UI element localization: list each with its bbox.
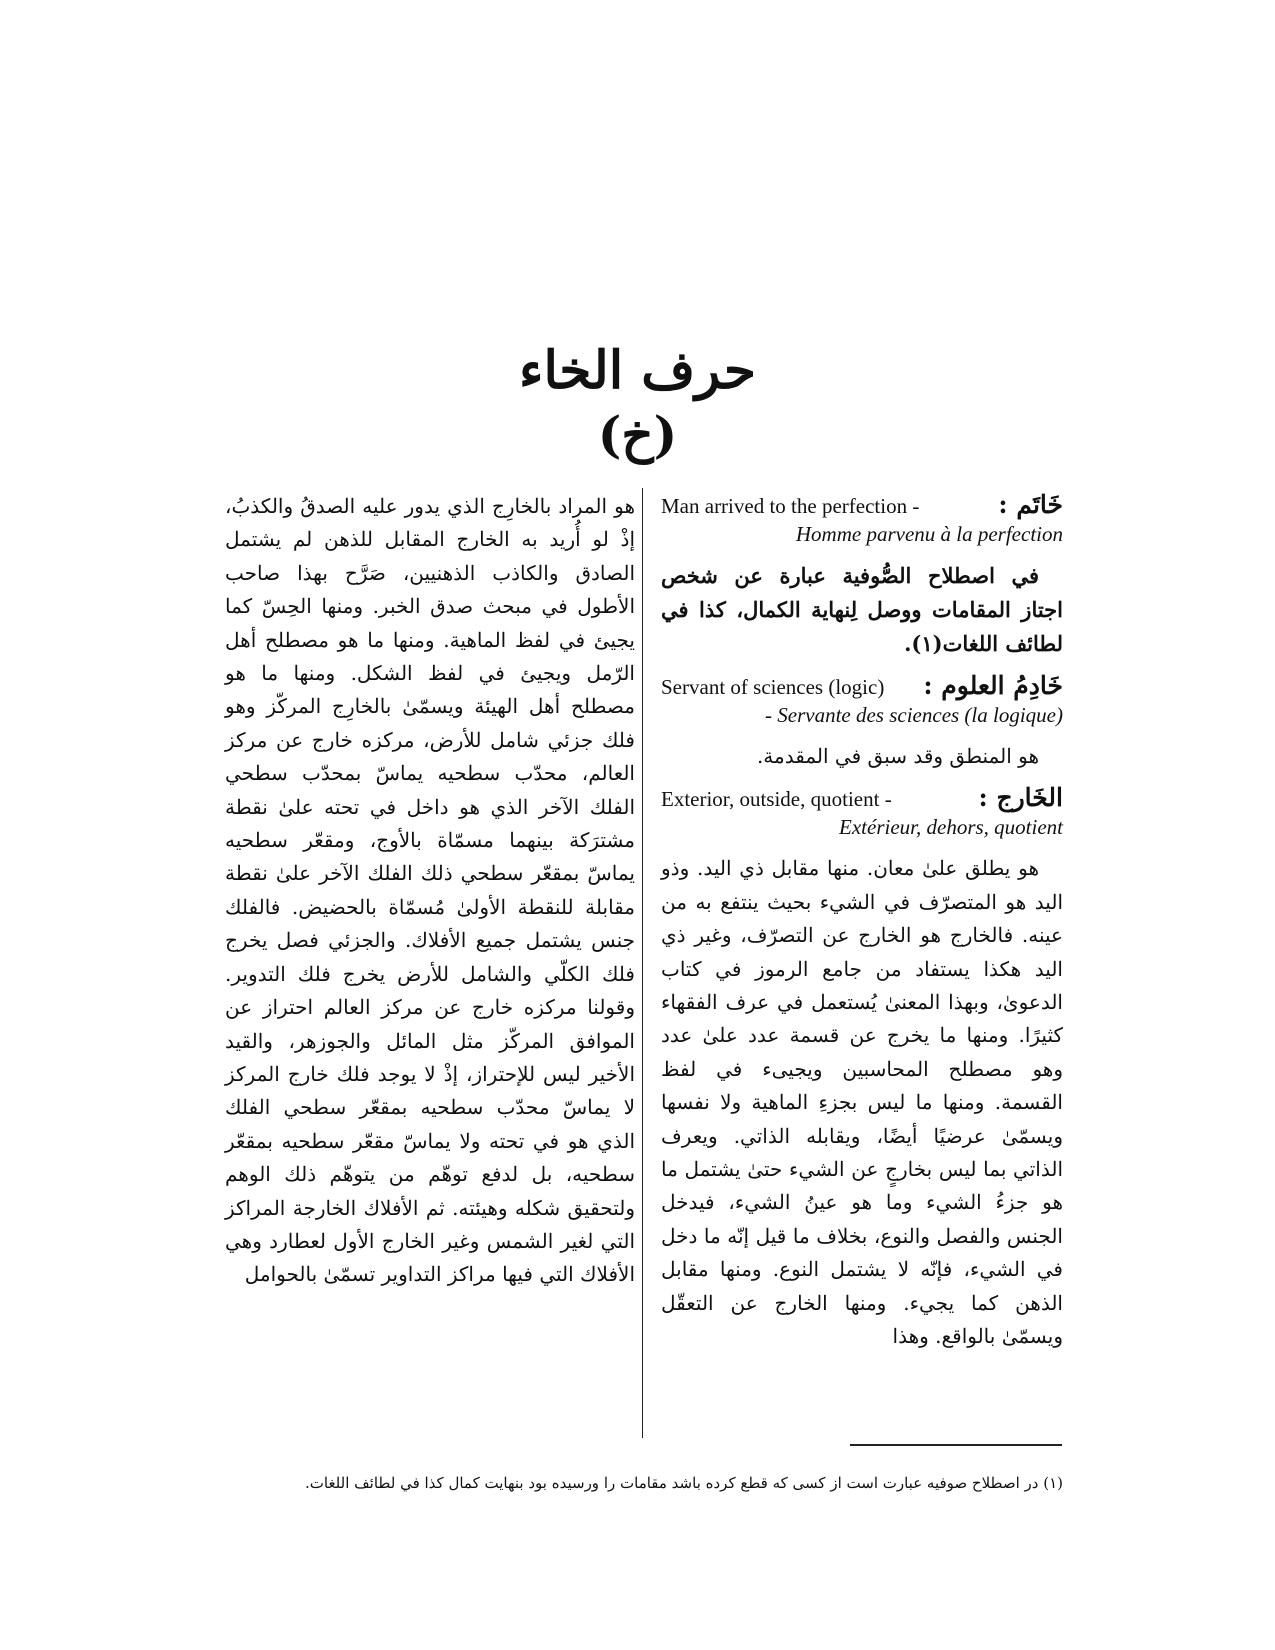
- headword-khadim: خَادِمُ العلوم :: [923, 671, 1063, 700]
- right-column: [661, 490, 1063, 1440]
- definition-khatam: في اصطلاح الصُّوفية عبارة عن شخص اجتاز المقامات ووصل لِنهاية الكمال، كذا في لطائف اللغات(١).: [661, 563, 1063, 656]
- english-gloss-kharij: Exterior, outside, quotient -: [661, 787, 892, 812]
- french-gloss-kharij: Extérieur, dehors, quotient: [839, 815, 1063, 840]
- headword-kharij: الخَارج :: [978, 783, 1063, 813]
- definition-khadim: هو المنطق وقد سبق في المقدمة.: [756, 744, 1039, 768]
- headword-khatam: خَاتَم :: [998, 490, 1063, 519]
- french-gloss-khatam: Homme parvenu à la perfection: [795, 522, 1063, 546]
- chapter-title: حرف الخاء: [519, 340, 756, 401]
- french-gloss-khadim: - Servante des sciences (la logique): [765, 703, 1063, 727]
- english-gloss-khatam: Man arrived to the perfection -: [661, 494, 920, 518]
- entry-head-kharij: [661, 783, 1063, 812]
- chapter-letter: (خ): [597, 405, 678, 464]
- english-gloss-khadim: Servant of sciences (logic): [661, 675, 885, 699]
- entry-head-khadim: [661, 671, 1063, 700]
- footnote: (١) در اصطلاح صوفيه عبارت است از كسى كه قطع كرده باشد مقامات را ورسيده بود بنهايت كمال كذا في لطائف اللغات.: [304, 1474, 1063, 1492]
- footnote-rule: [850, 1444, 1062, 1446]
- definition-kharij: هو يطلق علىٰ معان. منها مقابل ذي اليد. وذو اليد هو المتصرّف في الشيء بحيث ينتفع به من عينه. فالخارج هو الخارج عن التصرّف، وغير ذي اليد هكذا يستفاد من جامع الرموز في كتاب الدعوىٰ، وبهذا المعنىٰ يُستعمل في عرف الفقهاء كثيرًا. ومنها ما يخرج عن قسمة عدد علىٰ عدد وهو مصطلح المحاسبين ويجيىء في لفظ القسمة. ومنها ما ليس بجزءِ الماهية ولا نفسها ويسمّىٰ عرضيًا أيضًا، ويقابله الذاتي. ويعرف الذاتي بما ليس بخارجٍ عن الشيء حتىٰ يشتمل ما هو جزءُ الشيء وما هو عينُ الشيء، فيدخل الجنس والفصل والنوع، بخلاف ما قيل إنّه ما دخل في الشيء، فإنّه لا يشتمل النوع. ومنها مقابل الذهن كما يجيء. ومنها الخارج عن التعقّل ويسمّىٰ بالواقع. وهذا: [661, 856, 1063, 1349]
- left-column: [225, 490, 635, 1440]
- entry-head-khatam: [661, 490, 1063, 519]
- column-divider: [642, 488, 643, 1438]
- chapter-heading: [0, 338, 1275, 466]
- definition-kharij-continued: هو المراد بالخارِج الذي يدور عليه الصدقُ والكذبُ، إذْ لو أُريد به الخارج المقابل للذهن لم يشتمل الصادق والكاذب الذهنيين، صَرَّح بهذا صاحب الأطول في مبحث صدق الخبر. ومنها الحِسّ كما يجيئ في لفظ الماهية. ومنها ما هو مصطلح أهل الرّمل ويجيئ في لفظ الشكل. ومنها ما هو مصطلح أهل الهيئة ويسمّىٰ بالخارِج المركّز وهو فلك جزئي شامل للأرض، مركزه خارج عن مركز العالم، محدّب سطحيه يماسّ بمحدّب سطحي الفلك الآخر الذي هو داخل في تحته علىٰ نقطة مشترَكة بينهما مسمّاة بالأوج، ومقعّر سطحيه يماسّ بمقعّر سطحي ذلك الفلك الآخر علىٰ نقطة مقابلة للنقطة الأولىٰ مُسمّاة بالحضيض. فالفلك جنس يشتمل جميع الأفلاك. والجزئي فصل يخرج فلك الكلّي والشامل للأرض يخرج فلك التدوير. وقولنا مركزه خارج عن مركز العالم احتراز عن الموافق المركّز مثل المائل والجوزهر، والقيد الأخير ليس للإحتراز، إذْ لا يوجد فلك خارج المركز لا يماسّ محدّب سطحيه بمقعّر سطحي الفلك الذي هو في تحته ولا يماسّ مقعّر سطحيه بمقعّر سطحيه، بل لدفع توهّم من يتوهّم ذلك الوهم ولتحقيق شكله وهيئته. ثم الأفلاك الخارجة المراكز التي لغير الشمس وغير الخارج الأول لعطارد وهي الأفلاك التي فيها مراكز التداوير تسمّىٰ بالحوامل: [225, 494, 635, 1287]
